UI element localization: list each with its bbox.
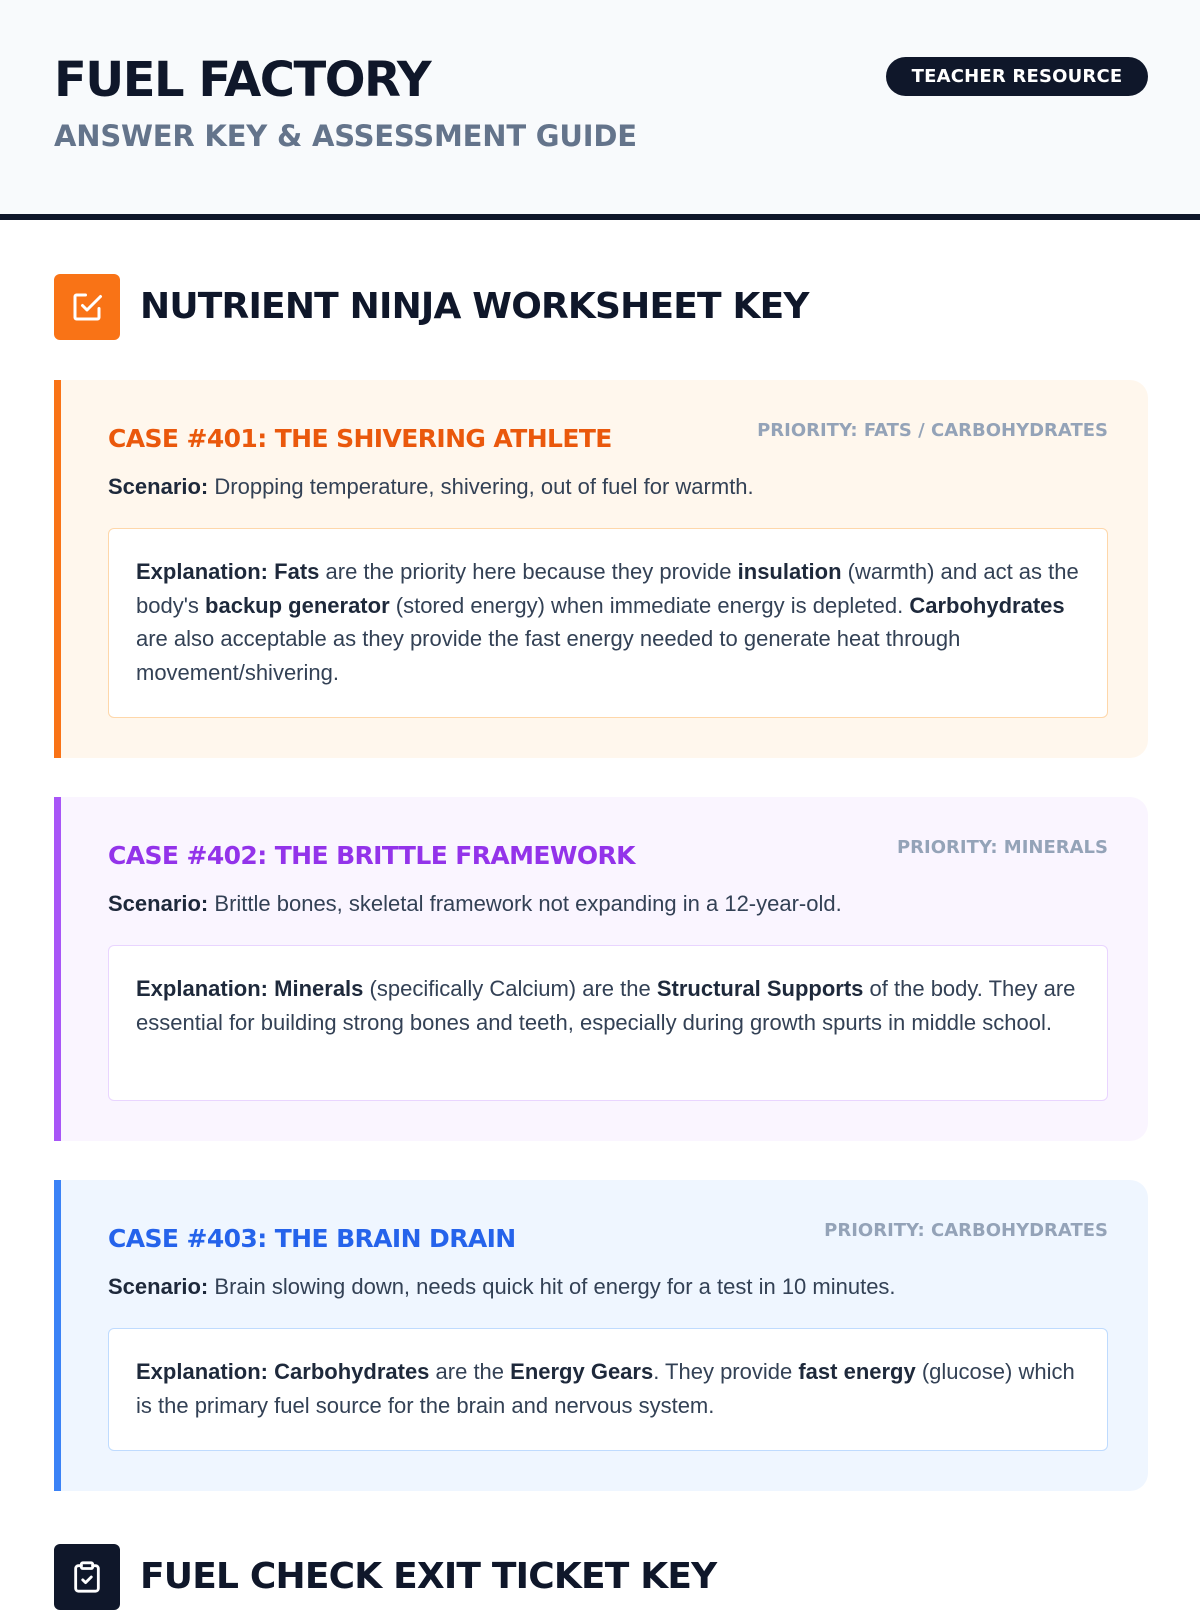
explanation-label: Explanation:	[136, 559, 269, 584]
explanation-body: Fats are the priority here because they provide insulation (warmth) and act as the body's backup generator (stored energy) when immediate energy is depleted. Carbohydrates are also acceptable as they provide the fast energy needed to generate heat through movement/shivering.	[136, 559, 1079, 685]
emphasis-term: Carbohydrates	[909, 592, 1065, 618]
emphasis-term: Carbohydrates	[274, 1359, 430, 1384]
scenario-label: Scenario:	[108, 474, 209, 499]
priority-label: PRIORITY: MINERALS	[896, 837, 1108, 858]
clipboard-check-icon	[54, 1544, 120, 1610]
section-title: FUEL CHECK EXIT TICKET KEY	[140, 1556, 717, 1597]
case-card-402	[54, 797, 1148, 1141]
emphasis-term: Structural Supports	[656, 976, 864, 1001]
explanation-box	[108, 1328, 1108, 1451]
scenario-body: Brittle bones, skeletal framework not expanding in a 12-year-old.	[214, 891, 842, 916]
checkbox-icon	[54, 274, 120, 340]
scenario-text	[108, 1274, 896, 1300]
case-card-401	[54, 380, 1148, 758]
emphasis-term: backup generator	[205, 592, 390, 618]
page-header	[0, 0, 1200, 220]
explanation-box	[108, 528, 1108, 718]
section-header-exit-ticket-key	[54, 1544, 1154, 1610]
priority-label: PRIORITY: CARBOHYDRATES	[824, 1220, 1108, 1241]
emphasis-term: insulation	[737, 559, 842, 584]
case-title: CASE #401: THE SHIVERING ATHLETE	[108, 424, 612, 453]
emphasis-term: fast energy	[798, 1359, 916, 1384]
case-title: CASE #402: THE BRITTLE FRAMEWORK	[108, 841, 635, 870]
teacher-resource-badge: TEACHER RESOURCE	[886, 57, 1148, 96]
scenario-label: Scenario:	[108, 1274, 209, 1299]
section-title: NUTRIENT NINJA WORKSHEET KEY	[140, 286, 809, 327]
explanation-label: Explanation:	[136, 976, 269, 1001]
scenario-body: Brain slowing down, needs quick hit of energy for a test in 10 minutes.	[214, 1274, 896, 1299]
explanation-body: Carbohydrates are the Energy Gears. They provide fast energy (glucose) which is the primary fuel source for the brain and nervous system.	[136, 1359, 1075, 1418]
explanation-label: Explanation:	[136, 1359, 269, 1384]
priority-label: PRIORITY: FATS / CARBOHYDRATES	[757, 420, 1108, 441]
explanation-body: Minerals (specifically Calcium) are the Structural Supports of the body. They are essential for building strong bones and teeth, especially during growth spurts in middle school.	[136, 976, 1076, 1035]
emphasis-term: Minerals	[274, 976, 364, 1001]
scenario-label: Scenario:	[108, 891, 209, 916]
case-card-403	[54, 1180, 1148, 1491]
scenario-text	[108, 891, 842, 917]
page-title: FUEL FACTORY	[54, 52, 431, 108]
scenario-text	[108, 474, 754, 500]
emphasis-term: Energy Gears	[510, 1359, 654, 1384]
case-title: CASE #403: THE BRAIN DRAIN	[108, 1224, 516, 1253]
section-header-worksheet-key	[54, 274, 1154, 340]
explanation-box	[108, 945, 1108, 1101]
scenario-body: Dropping temperature, shivering, out of fuel for warmth.	[214, 474, 754, 499]
emphasis-term: Fats	[274, 559, 320, 584]
page-subtitle: ANSWER KEY & ASSESSMENT GUIDE	[54, 119, 637, 153]
